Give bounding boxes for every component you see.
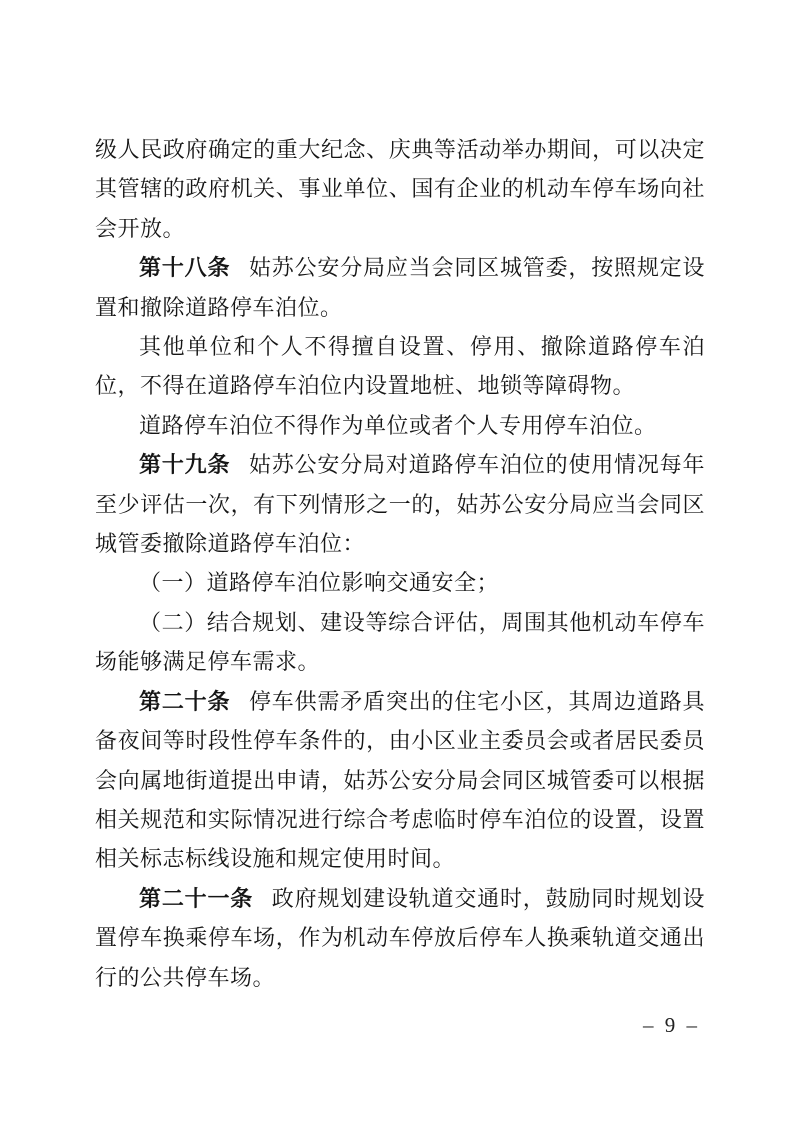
paragraph-text: 级人民政府确定的重大纪念、庆典等活动举办期间，可以决定其管辖的政府机关、事业单位、国有企业的机动车停车场向社会开放。 bbox=[95, 137, 705, 241]
document-body bbox=[95, 130, 705, 997]
paragraph-text: 停车供需矛盾突出的住宅小区，其周边道路具备夜间等时段性停车条件的，由小区业主委员会或者居民委员会向属地街道提出申请，姑苏公安分局会同区城管委可以根据相关规范和实际情况进行综合考虑临时停车泊位的设置，设置相关标志标线设施和规定使用时间。 bbox=[95, 688, 705, 872]
list-item-2 bbox=[95, 603, 705, 682]
paragraph-article-18 bbox=[95, 248, 705, 327]
paragraph-text: 道路停车泊位不得作为单位或者个人专用停车泊位。 bbox=[139, 412, 657, 438]
article-number: 第十八条 bbox=[139, 255, 231, 281]
article-number: 第二十一条 bbox=[139, 885, 254, 911]
paragraph bbox=[95, 406, 705, 445]
page-number: – 9 – bbox=[643, 1013, 700, 1037]
paragraph-text: 姑苏公安分局对道路停车泊位的使用情况每年至少评估一次，有下列情形之一的，姑苏公安分局应当会同区城管委撤除道路停车泊位： bbox=[95, 452, 705, 557]
paragraph-text: 政府规划建设轨道交通时，鼓励同时规划设置停车换乘停车场，作为机动车停放后停车人换乘轨道交通出行的公共停车场。 bbox=[95, 885, 705, 990]
paragraph bbox=[95, 130, 705, 248]
paragraph-article-21 bbox=[95, 879, 705, 997]
paragraph-text: （一）道路停车泊位影响交通安全； bbox=[139, 570, 500, 596]
article-number: 第十九条 bbox=[139, 452, 231, 478]
list-item-1 bbox=[95, 563, 705, 602]
paragraph-article-20 bbox=[95, 682, 705, 879]
paragraph-text: （二）结合规划、建设等综合评估，周围其他机动车停车场能够满足停车需求。 bbox=[95, 609, 705, 675]
paragraph-text: 其他单位和个人不得擅自设置、停用、撤除道路停车泊位，不得在道路停车泊位内设置地桩、地锁等障碍物。 bbox=[95, 334, 705, 399]
paragraph-article-19 bbox=[95, 445, 705, 563]
paragraph-text: 姑苏公安分局应当会同区城管委，按照规定设置和撤除道路停车泊位。 bbox=[95, 255, 705, 320]
paragraph bbox=[95, 327, 705, 406]
article-number: 第二十条 bbox=[139, 688, 231, 714]
